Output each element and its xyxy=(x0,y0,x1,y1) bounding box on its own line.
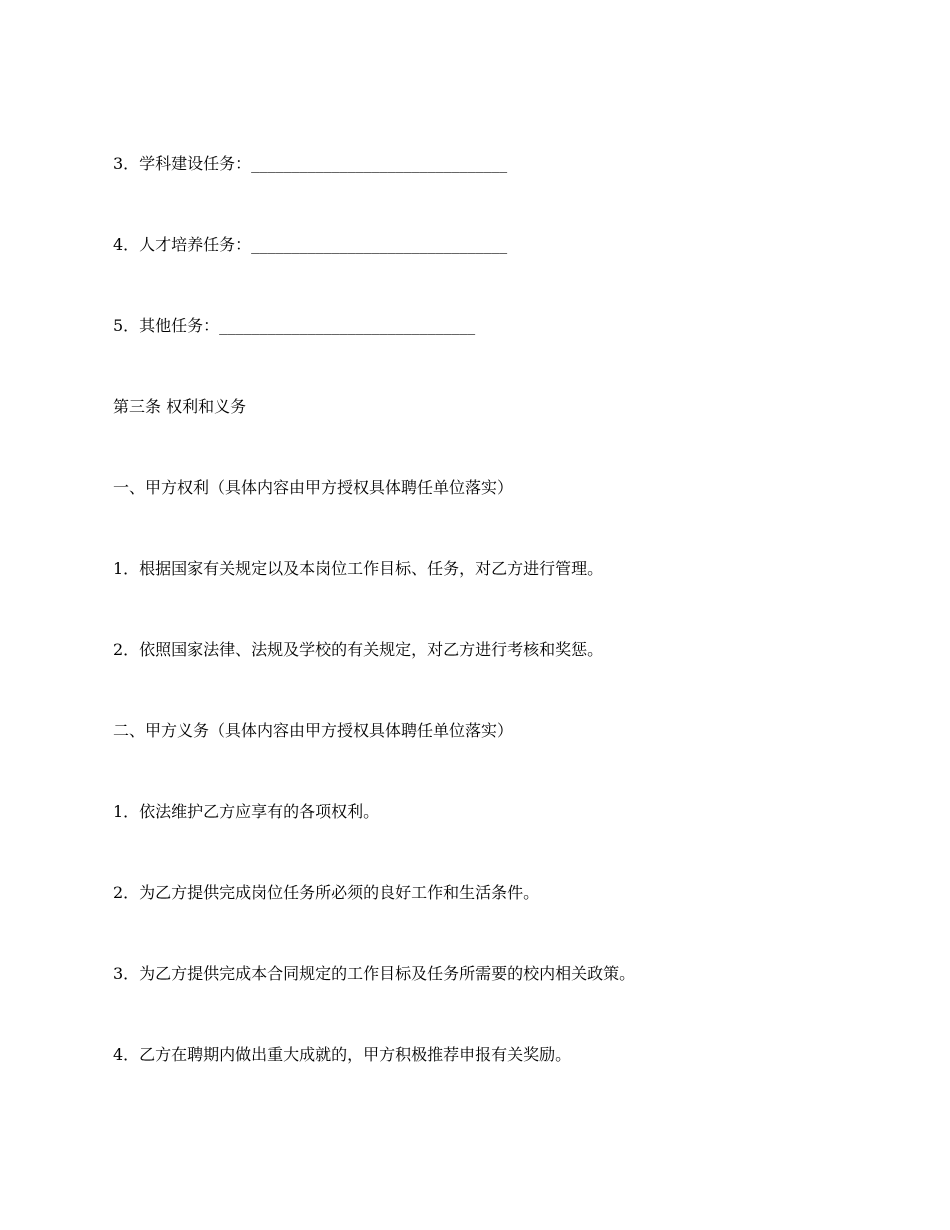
party-a-duties-item-3: 3．为乙方提供完成本合同规定的工作目标及任务所需要的校内相关政策。 xyxy=(113,964,636,983)
article-three-heading: 第三条 权利和义务 xyxy=(113,397,247,416)
party-a-duties-item-1: 1．依法维护乙方应享有的各项权利。 xyxy=(113,802,380,821)
party-a-rights-item-2: 2．依照国家法律、法规及学校的有关规定，对乙方进行考核和奖惩。 xyxy=(113,640,604,659)
party-a-rights-item-1: 1．根据国家有关规定以及本岗位工作目标、任务，对乙方进行管理。 xyxy=(113,559,604,578)
party-a-duties-item-4: 4．乙方在聘期内做出重大成就的，甲方积极推荐申报有关奖励。 xyxy=(113,1045,572,1064)
party-a-duties-heading: 二、甲方义务（具体内容由甲方授权具体聘任单位落实） xyxy=(113,721,514,740)
task-other: 5．其他任务：________________________________ xyxy=(113,316,476,335)
task-discipline-construction: 3．学科建设任务：________________________________ xyxy=(113,154,508,173)
party-a-rights-heading: 一、甲方权利（具体内容由甲方授权具体聘任单位落实） xyxy=(113,478,514,497)
task-talent-cultivation: 4．人才培养任务：________________________________ xyxy=(113,235,508,254)
party-a-duties-item-2: 2．为乙方提供完成岗位任务所必须的良好工作和生活条件。 xyxy=(113,883,540,902)
